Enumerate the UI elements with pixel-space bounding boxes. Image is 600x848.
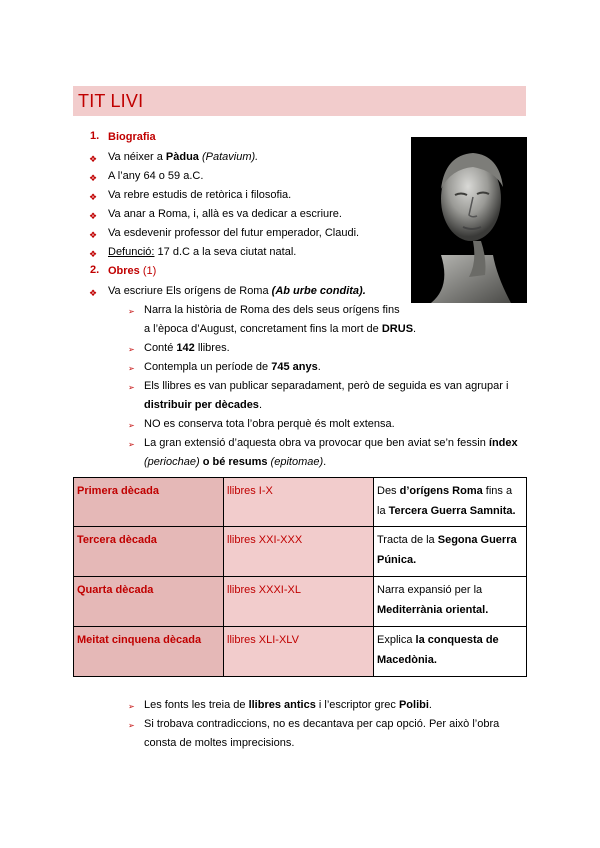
books-cell: llibres XXI-XXX	[224, 527, 374, 577]
description-cell: Des d’orígens Roma fins a la Tercera Guerra Samnita.	[374, 478, 527, 527]
obres-sub-4-line-1: Els llibres es van publicar separadament, però de seguida es van agrupar i	[144, 380, 509, 392]
diamond-bullet-icon: ❖	[89, 154, 98, 164]
obres-sub-1-line-1: Narra la història de Roma des dels seus orígens fins	[144, 304, 400, 316]
obres-sub-4-line-2: distribuir per dècades.	[144, 399, 262, 411]
decade-cell: Primera dècada	[74, 478, 224, 527]
decades-table	[73, 477, 527, 677]
table-row	[74, 577, 527, 627]
bio-item-6: Defunció: 17 d.C a la seva ciutat natal.	[108, 246, 297, 258]
books-cell: llibres XLI-XLV	[224, 627, 374, 677]
after-item-1: Les fonts les treia de llibres antics i l’escriptor grec Polibi.	[144, 699, 432, 711]
table-row	[74, 627, 527, 677]
bio-item-4: Va anar a Roma, i, allà es va dedicar a escriure.	[108, 208, 342, 220]
description-cell: Explica la conquesta de Macedònia.	[374, 627, 527, 677]
arrow-bullet-icon: ➢	[128, 364, 135, 373]
table-row	[74, 527, 527, 577]
page-title: TIT LIVI	[78, 91, 144, 111]
obres-sub-6-line-2: (periochae) o bé resums (epitomae).	[144, 456, 327, 468]
description-cell: Narra expansió per la Mediterrània oriental.	[374, 577, 527, 627]
bio-item-5: Va esdevenir professor del futur emperador, Claudi.	[108, 227, 360, 239]
diamond-bullet-icon: ❖	[89, 288, 98, 298]
bio-item-2: A l’any 64 o 59 a.C.	[108, 170, 204, 182]
obres-sub-2: Conté 142 llibres.	[144, 342, 230, 354]
diamond-bullet-icon: ❖	[89, 211, 98, 221]
bust-icon	[411, 137, 527, 303]
obres-sub-1-line-2: a l’època d’August, concretament fins la mort de DRUS.	[144, 323, 417, 335]
arrow-bullet-icon: ➢	[128, 383, 135, 392]
arrow-bullet-icon: ➢	[128, 421, 135, 430]
after-item-2-line-2: consta de moltes imprecisions.	[144, 737, 295, 749]
diamond-bullet-icon: ❖	[89, 173, 98, 183]
obres-sub-3: Contempla un període de 745 anys.	[144, 361, 321, 373]
title-bar	[73, 86, 526, 116]
diamond-bullet-icon: ❖	[89, 230, 98, 240]
obres-sub-6-line-1: La gran extensió d’aquesta obra va provocar que ben aviat se’n fessin índex	[144, 437, 518, 449]
section-1-number: 1.	[90, 130, 100, 142]
section-1-heading: Biografia	[108, 131, 156, 143]
arrow-bullet-icon: ➢	[128, 702, 135, 711]
table-row	[74, 478, 527, 527]
arrow-bullet-icon: ➢	[128, 440, 135, 449]
section-2-number: 2.	[90, 264, 100, 276]
books-cell: llibres I-X	[224, 478, 374, 527]
arrow-bullet-icon: ➢	[128, 345, 135, 354]
decade-cell: Meitat cinquena dècada	[74, 627, 224, 677]
bio-item-3: Va rebre estudis de retòrica i filosofia.	[108, 189, 292, 201]
after-item-2-line-1: Si trobava contradiccions, no es decantava per cap opció. Per això l’obra	[144, 718, 500, 730]
arrow-bullet-icon: ➢	[128, 307, 135, 316]
obres-sub-5: NO es conserva tota l’obra perquè és molt extensa.	[144, 418, 395, 430]
description-cell: Tracta de la Segona Guerra Púnica.	[374, 527, 527, 577]
decade-cell: Quarta dècada	[74, 577, 224, 627]
diamond-bullet-icon: ❖	[89, 192, 98, 202]
arrow-bullet-icon: ➢	[128, 721, 135, 730]
obres-item-1: Va escriure Els orígens de Roma (Ab urbe condita).	[108, 285, 366, 297]
portrait-image	[411, 137, 527, 303]
decade-cell: Tercera dècada	[74, 527, 224, 577]
section-2-heading: Obres (1)	[108, 265, 157, 277]
bio-item-1: Va néixer a Pàdua (Patavium).	[108, 151, 259, 163]
books-cell: llibres XXXI-XL	[224, 577, 374, 627]
diamond-bullet-icon: ❖	[89, 249, 98, 259]
